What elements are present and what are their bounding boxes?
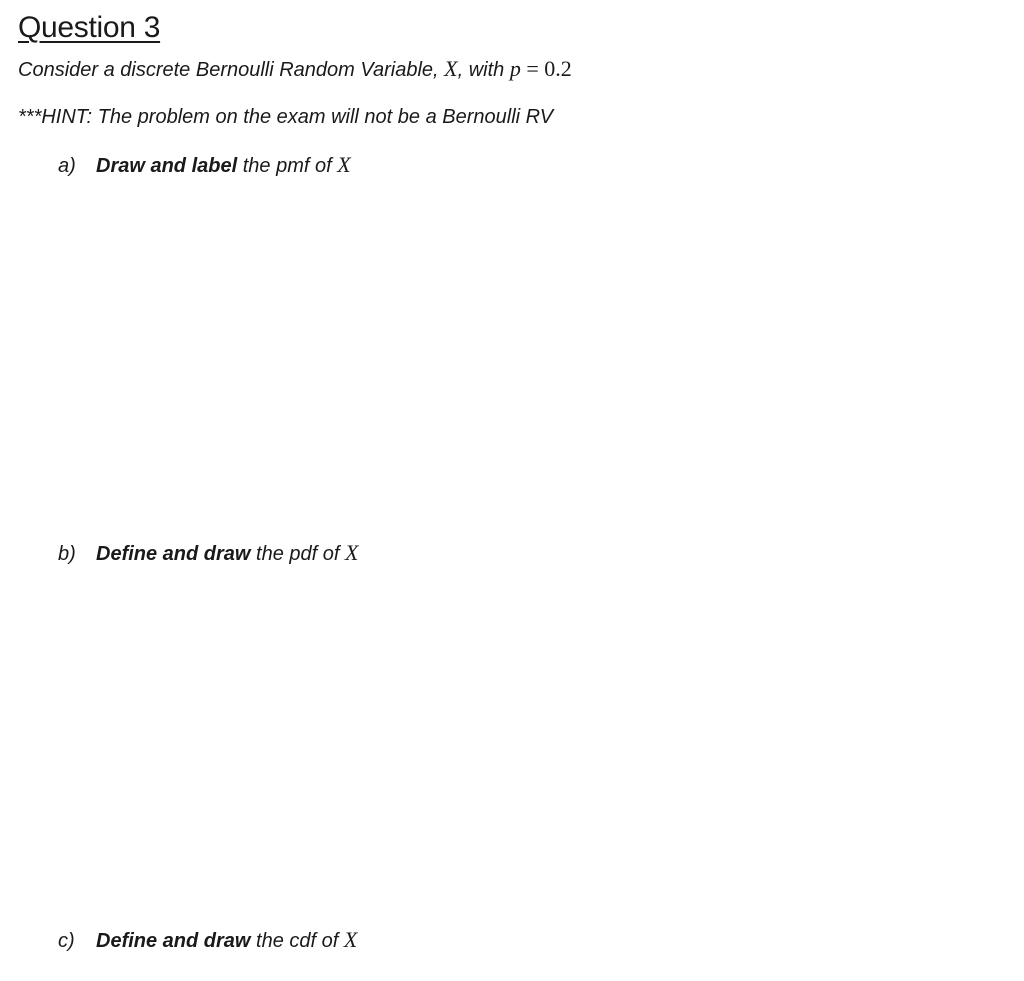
intro-mid: , with xyxy=(457,59,510,81)
intro-text: Consider a discrete Bernoulli Random Variable, xyxy=(18,59,445,81)
question-title: Question 3 xyxy=(18,11,161,44)
part-a-label: a) xyxy=(58,155,76,177)
answer-space-a xyxy=(58,185,958,530)
part-a-variable: X xyxy=(337,152,351,177)
part-b-label: b) xyxy=(58,543,76,565)
part-a xyxy=(58,152,351,179)
part-b-variable: X xyxy=(345,540,359,565)
part-a-text: the pmf of xyxy=(237,155,338,177)
intro-variable: X xyxy=(444,56,458,81)
part-b-text: the pdf of xyxy=(250,543,345,565)
hint-text: ***HINT: The problem on the exam will not be a Bernoulli RV xyxy=(18,106,554,128)
answer-space-b xyxy=(58,573,958,918)
intro-equation: = 0.2 xyxy=(520,56,572,81)
part-c-variable: X xyxy=(343,927,358,952)
question-intro xyxy=(18,56,572,83)
part-c xyxy=(58,927,357,954)
part-c-label: c) xyxy=(58,930,75,952)
part-b-instruction: Define and draw xyxy=(96,543,251,565)
part-a-instruction: Draw and label xyxy=(96,155,238,177)
part-c-instruction: Define and draw xyxy=(96,930,251,952)
part-b xyxy=(58,540,358,567)
part-c-text: the cdf of xyxy=(250,930,344,952)
intro-p: p xyxy=(509,56,521,81)
